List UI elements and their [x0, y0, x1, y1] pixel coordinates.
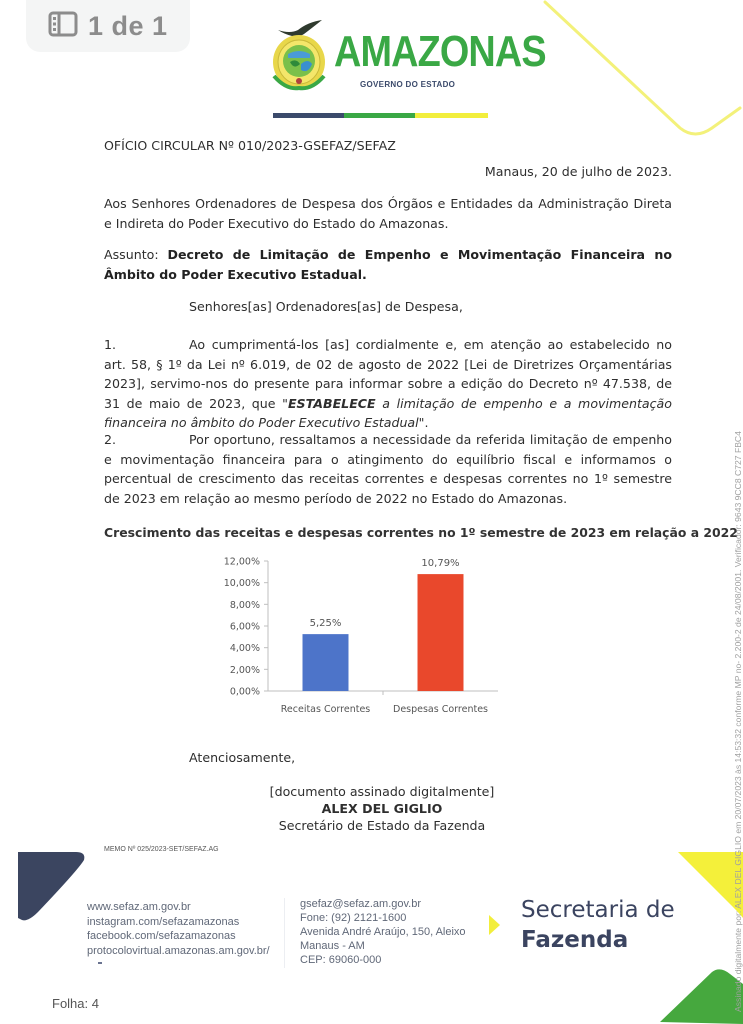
page-indicator[interactable] — [26, 0, 190, 52]
protocol-link[interactable]: protocolovirtual.amazonas.am.gov.br/ — [87, 944, 270, 957]
sidebar-toggle-icon[interactable] — [48, 11, 78, 41]
digital-signature-stamp: Assinado digitalmente por: ALEX DEL GIGLIO em 20/07/2023 às 14:53:32 conforme MP no- 2.200-2 de 24/08/2001. Verificador: 9643 9CC8 C727 FBC4 — [733, 431, 743, 1012]
navy-corner-shape-icon — [18, 850, 88, 922]
bar-value-label: 10,79% — [421, 558, 460, 570]
y-tick-label: 10,00% — [223, 578, 260, 590]
subject-label: Assunto: — [104, 247, 168, 262]
state-coat-of-arms-icon — [268, 18, 330, 94]
org-name-line2: Fazenda — [521, 927, 629, 953]
y-tick-label: 4,00% — [229, 643, 260, 655]
paragraph-2 — [104, 430, 672, 508]
website-link[interactable]: www.sefaz.am.gov.br — [87, 901, 191, 913]
memo-reference: MEMO Nº 025/2023-SET/SEFAZ.AG — [104, 846, 219, 853]
document-reference: OFÍCIO CIRCULAR Nº 010/2023-GSEFAZ/SEFAZ — [104, 138, 396, 153]
footer-contact — [300, 897, 466, 967]
logo-title: AMAZONAS — [334, 27, 546, 76]
bar-despesas-correntes — [418, 574, 464, 691]
closing: Atenciosamente, — [189, 750, 296, 765]
signature-note: [documento assinado digitalmente] — [269, 784, 495, 799]
contact-phone: Fone: (92) 2121-1600 — [300, 912, 407, 924]
decorative-curve-icon — [540, 0, 743, 145]
contact-address: Avenida André Araújo, 150, Aleixo — [300, 926, 466, 938]
paragraph-text-end: ". — [418, 415, 429, 430]
paragraph-number: 2. — [104, 432, 117, 447]
footer-dash — [98, 962, 102, 964]
y-tick-label: 8,00% — [229, 599, 260, 611]
page-count: 1 de 1 — [88, 10, 168, 41]
org-name-line1: Secretaria de — [521, 897, 675, 923]
place-date: Manaus, 20 de julho de 2023. — [484, 164, 672, 179]
y-tick-label: 2,00% — [229, 664, 260, 676]
instagram-link[interactable]: instagram.com/sefazamazonas — [87, 915, 240, 928]
facebook-link[interactable]: facebook.com/sefazamazonas — [87, 930, 236, 942]
logo-subtitle: GOVERNO DO ESTADO — [360, 80, 456, 89]
contact-city: Manaus - AM — [300, 940, 365, 952]
paragraph-1 — [104, 335, 672, 433]
contact-email[interactable]: gsefaz@sefaz.am.gov.br — [300, 898, 422, 910]
footer-links — [87, 900, 270, 958]
growth-bar-chart — [200, 545, 520, 725]
paragraph-text: Ao cumprimentá-los [as] cordialmente e, em atenção ao estabelecido no art. 58, § 1º da Lei nº 6.019, de 02 de agosto de 2022 [Lei de Diretrizes Orçamentárias 2023], servimo-nos do presente para informar sobre a edição do Decreto nº 47.538, de 31 de maio de 2023, que " — [104, 337, 672, 411]
x-category-label: Receitas Correntes — [280, 704, 371, 715]
signer-name: ALEX DEL GIGLIO — [321, 801, 443, 816]
footer-divider — [284, 898, 285, 968]
y-tick-label: 0,00% — [229, 686, 260, 698]
contact-zip: CEP: 69060-000 — [300, 954, 382, 966]
y-tick-label: 6,00% — [229, 621, 260, 633]
header-stripe-navy — [273, 113, 344, 118]
subject — [104, 245, 672, 284]
green-corner-shape-icon — [660, 968, 743, 1024]
paragraph-text: Por oportuno, ressaltamos a necessidade da referida limitação de empenho e movimentação financeira para o atingimento do equilíbrio fiscal e informamos o percentual de crescimento das receitas correntes e despesas correntes no 1º semestre de 2023 em relação ao mesmo período de 2022 no Estado do Amazonas. — [104, 432, 672, 506]
header-stripe-green — [344, 113, 415, 118]
org-name — [521, 895, 675, 955]
bar-value-label: 5,25% — [309, 618, 342, 630]
paragraph-number: 1. — [104, 337, 117, 352]
header-stripe-yellow — [415, 113, 488, 118]
decree-quote-bold: ESTABELECE — [287, 395, 376, 411]
x-category-label: Despesas Correntes — [393, 704, 488, 715]
yellow-arrow-icon — [488, 914, 502, 936]
subject-text: Decreto de Limitação de Empenho e Movimentação Financeira no Âmbito do Poder Executivo Estadual. — [104, 247, 672, 282]
decree-quote-rest: a limitação de empenho e a movimentação financeira no âmbito do Poder Executivo Estadual — [104, 395, 672, 430]
chart-caption: Crescimento das receitas e despesas correntes no 1º semestre de 2023 em relação a 2022 — [104, 525, 738, 540]
salutation: Senhores[as] Ordenadores[as] de Despesa, — [189, 299, 463, 314]
signer-title: Secretário de Estado da Fazenda — [278, 818, 486, 833]
sheet-number: Folha: 4 — [52, 996, 99, 1011]
addressee: Aos Senhores Ordenadores de Despesa dos Órgãos e Entidades da Administração Direta e Indireta do Poder Executivo do Estado do Amazonas. — [104, 196, 672, 231]
y-tick-label: 12,00% — [223, 556, 260, 568]
bar-receitas-correntes — [303, 634, 349, 691]
